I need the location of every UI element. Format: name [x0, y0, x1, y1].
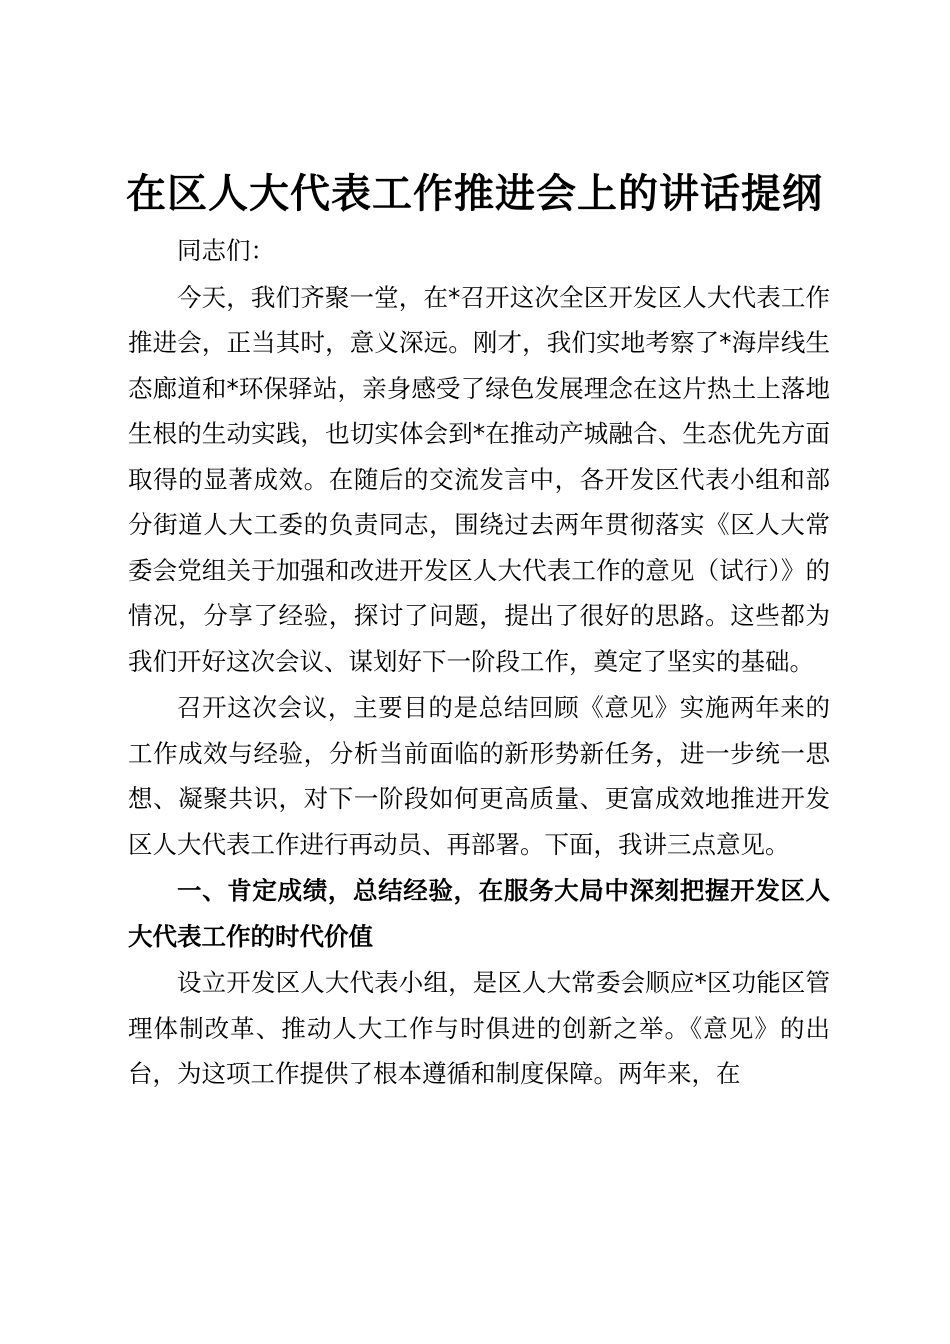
document-title: 在区人大代表工作推进会上的讲话提纲 [126, 171, 823, 217]
paragraph-purpose: 召开这次会议，主要目的是总结回顾《意见》实施两年来的工作成效与经验，分析当前面临的新形势新任务，进一步统一思想、凝聚共识，对下一阶段如何更高质量、更富成效地推进开发区人大代表工作进行再动员、再部署。下面，我讲三点意见。 [128, 693, 830, 859]
section-heading-1: 一、肯定成绩，总结经验，在服务大局中深刻把握开发区人大代表工作的时代价值 [128, 876, 830, 951]
paragraph-opening: 今天，我们齐聚一堂，在*召开这次全区开发区人大代表工作推进会，正当其时，意义深远。刚才，我们实地考察了*海岸线生态廊道和*环保驿站，亲身感受了绿色发展理念在这片热土上落地生根的生动实践，也切实体会到*在推动产城融合、生态优先方面取得的显著成效。在随后的交流发言中，各开发区代表小组和部分街道人大工委的负责同志，围绕过去两年贯彻落实《区人大常委会党组关于加强和改进开发区人大代表工作的意见（试行）》的情况，分享了经验，探讨了问题，提出了很好的思路。这些都为我们开好这次会议、谋划好下一阶段工作，奠定了坚实的基础。 [128, 282, 830, 676]
document-body [128, 228, 830, 1097]
section-1-paragraph: 设立开发区人大代表小组，是区人大常委会顺应*区功能区管理体制改革、推动人大工作与时俱进的创新之举。《意见》的出台，为这项工作提供了根本遵循和制度保障。两年来，在 [128, 968, 830, 1088]
salutation: 同志们： [177, 236, 275, 265]
